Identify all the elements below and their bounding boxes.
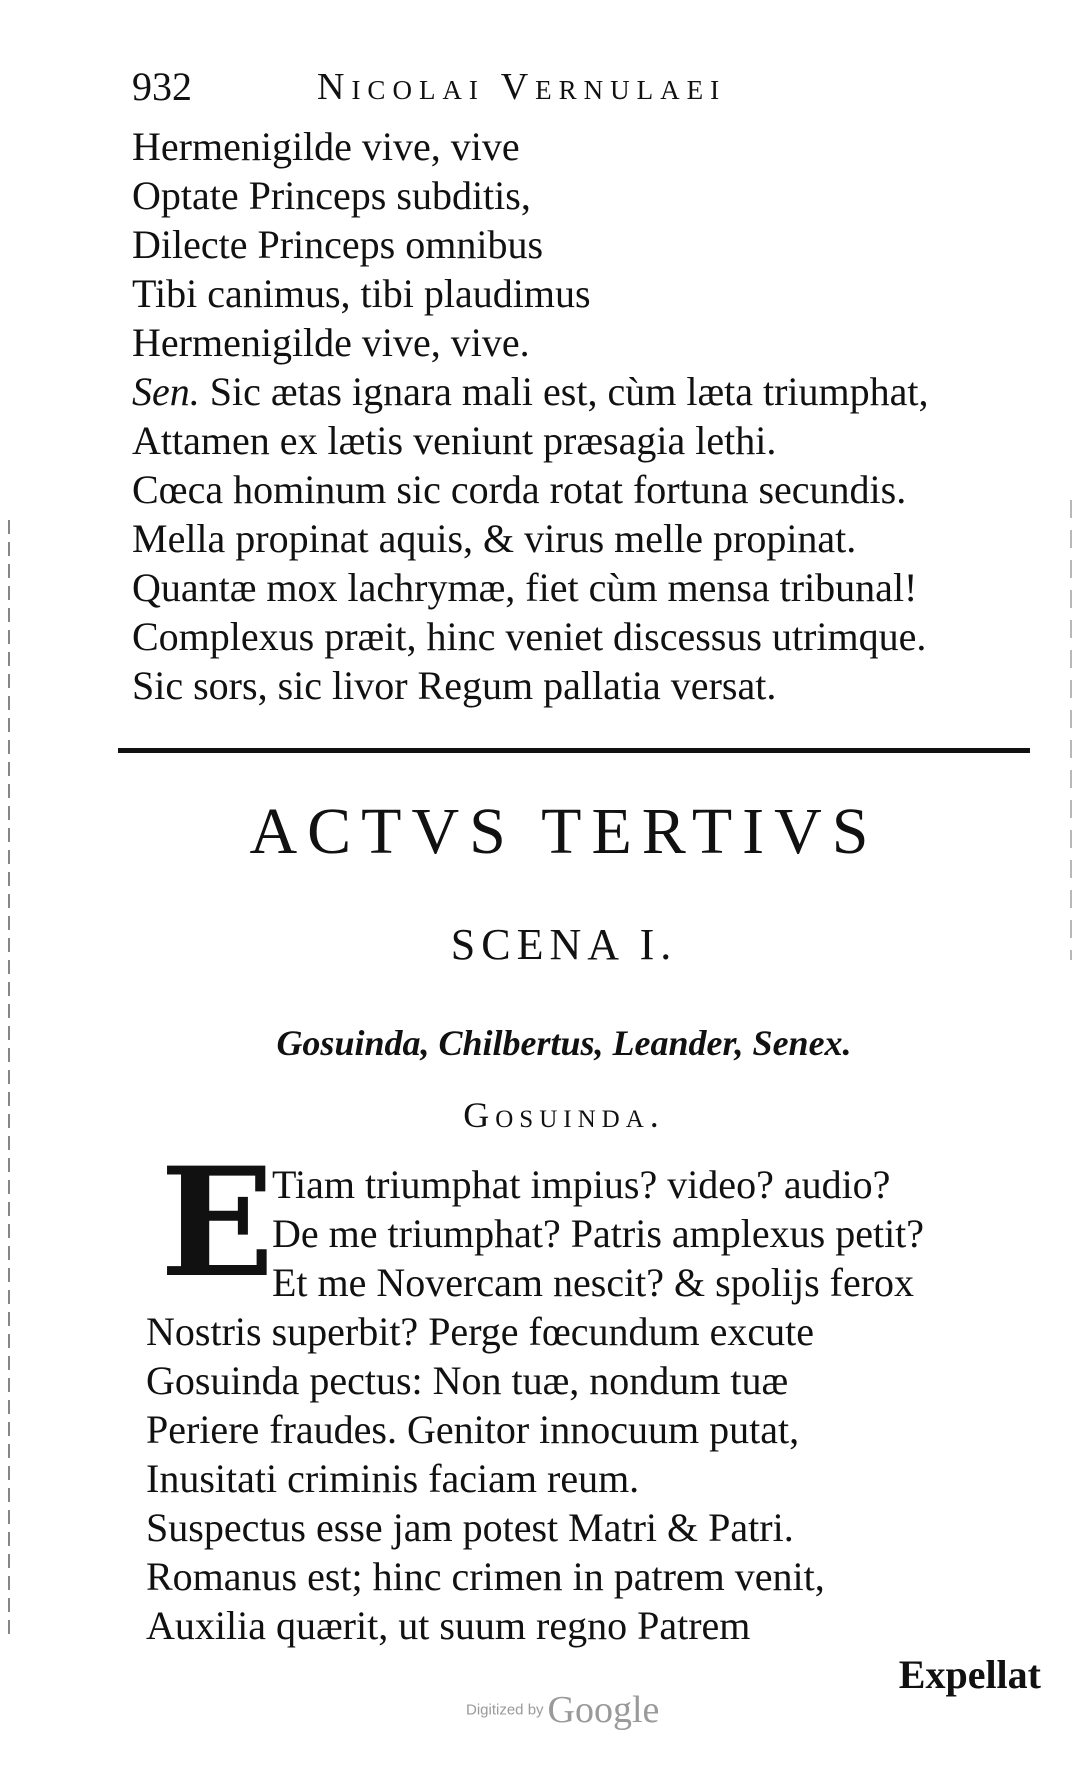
cast-list: Gosuinda, Chilbertus, Leander, Senex. xyxy=(276,1023,852,1063)
verse-text: Sic sors, sic livor Regum pallatia versat. xyxy=(132,663,777,708)
catchword: Expellat xyxy=(898,1652,1041,1697)
verse-line: Tiam triumphat impius? video? audio? xyxy=(272,1162,891,1207)
verse-line: Periere fraudes. Genitor innocuum putat, xyxy=(146,1407,800,1452)
upper-verse xyxy=(132,122,1062,710)
verse-text: Complexus præit, hinc veniet discessus utrimque. xyxy=(132,614,927,659)
verse-line xyxy=(132,416,1062,465)
verse-line xyxy=(132,465,1062,514)
verse-text: Quantæ mox lachrymæ, fiet cùm mensa tribunal! xyxy=(132,565,918,610)
lower-verse xyxy=(146,1307,1066,1650)
verse-text: Hermenigilde vive, vive xyxy=(132,124,520,169)
page-number: 932 xyxy=(132,64,192,109)
verse-text: Cœca hominum sic corda rotat fortuna secundis. xyxy=(132,467,907,512)
verse-line xyxy=(132,269,1062,318)
scene-title: SCENA I. xyxy=(450,920,678,969)
watermark-brand: Google xyxy=(547,1689,660,1731)
speaker-heading: Gosuinda. xyxy=(463,1095,665,1135)
verse-line xyxy=(132,367,1062,416)
page-edge-right xyxy=(1070,500,1072,960)
verse-line: Suspectus esse jam potest Matri & Patri. xyxy=(146,1505,794,1550)
verse-line: Inusitati criminis faciam reum. xyxy=(146,1456,640,1501)
verse-text: Mella propinat aquis, & virus melle propinat. xyxy=(132,516,857,561)
lower-verse-indented xyxy=(272,1160,1072,1307)
verse-line: De me triumphat? Patris amplexus petit? xyxy=(272,1211,925,1256)
act-title: ACTVS TERTIVS xyxy=(249,795,879,868)
verse-line xyxy=(132,171,1062,220)
verse-line: Romanus est; hinc crimen in patrem venit, xyxy=(146,1554,825,1599)
verse-line xyxy=(132,318,1062,367)
running-head xyxy=(132,62,952,112)
speaker-label: Sen. xyxy=(132,369,200,414)
verse-text: Hermenigilde vive, vive. xyxy=(132,320,530,365)
verse-line xyxy=(132,612,1062,661)
watermark-prefix: Digitized by xyxy=(466,1701,544,1719)
verse-line: Et me Novercam nescit? & spolijs ferox xyxy=(272,1260,915,1305)
verse-line xyxy=(132,514,1062,563)
verse-line: Auxilia quærit, ut suum regno Patrem xyxy=(146,1603,751,1648)
verse-text: Dilecte Princeps omnibus xyxy=(132,222,544,267)
verse-line xyxy=(132,220,1062,269)
section-divider xyxy=(118,748,1030,753)
verse-text: Tibi canimus, tibi plaudimus xyxy=(132,271,591,316)
verse-text: Sic ætas ignara mali est, cùm læta triumphat, xyxy=(209,369,929,414)
digitized-watermark xyxy=(466,1688,659,1740)
page-edge-left xyxy=(8,520,10,1640)
verse-line xyxy=(132,122,1062,171)
verse-text: Attamen ex lætis veniunt præsagia lethi. xyxy=(132,418,777,463)
verse-line: Gosuinda pectus: Non tuæ, nondum tuæ xyxy=(146,1358,789,1403)
verse-text: Optate Princeps subditis, xyxy=(132,173,531,218)
verse-line xyxy=(132,563,1062,612)
verse-line: Nostris superbit? Perge fœcundum excute xyxy=(146,1309,814,1354)
verse-line xyxy=(132,661,1062,710)
drop-cap: E xyxy=(160,1135,275,1311)
running-title: Nicolai Vernulaei xyxy=(317,66,727,108)
